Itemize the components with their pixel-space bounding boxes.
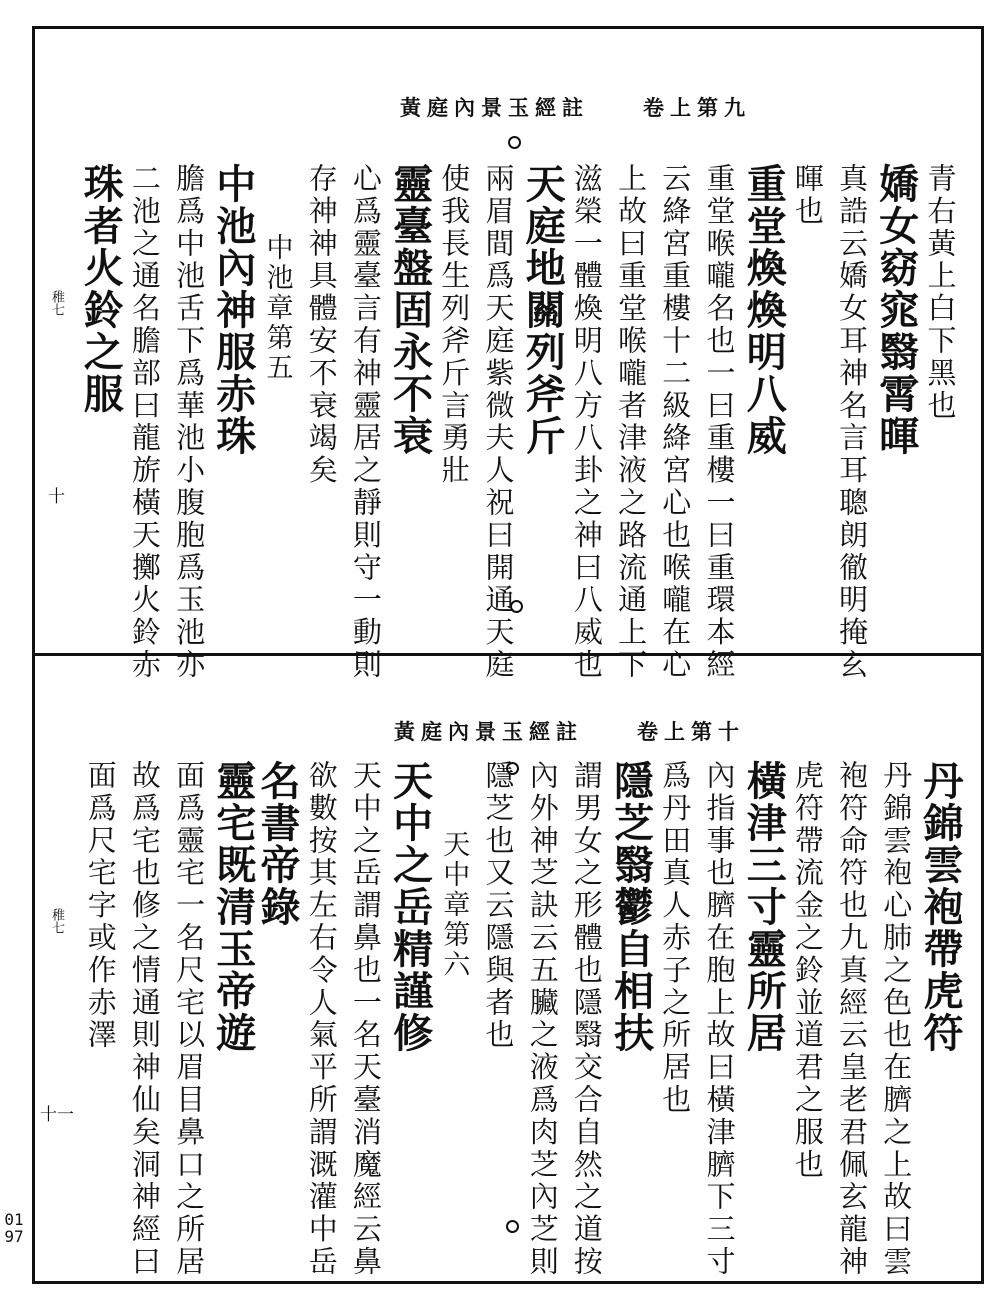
verse-column: 重堂煥煥明八威 — [740, 163, 788, 457]
verse-column: 中池內神服赤珠 — [209, 163, 257, 457]
commentary-column: 爲丹田真人赤子之所居也 — [658, 760, 693, 1117]
commentary-column: 心爲靈臺言有神靈居之靜則守一動則 — [348, 163, 383, 682]
commentary-column: 面爲尺宅字或作赤澤 — [83, 760, 118, 1052]
commentary-column: 故爲宅也修之情通則神仙矣洞神經曰 — [127, 760, 162, 1279]
verse-column: 丹錦雲袍帶虎符 — [917, 760, 964, 1054]
top-page-header: 黃庭內景玉經註 卷上第九 — [400, 95, 751, 120]
top-folio: 十 — [48, 487, 65, 507]
bottom-folio: 十一 — [40, 1105, 74, 1125]
commentary-column: 虎符帶流金之鈴並道君之服也 — [790, 760, 825, 1182]
top-margin-label: 稚七 — [49, 290, 64, 316]
commentary-column: 天中之岳謂鼻也一名天臺消魔經云鼻 — [348, 760, 383, 1279]
commentary-column: 重堂喉嚨名也一曰重樓一曰重環本經 — [702, 163, 737, 682]
commentary-column: 隱芝也又云隱與者也 — [481, 760, 516, 1052]
verse-column: 靈宅既清玉帝遊 — [209, 760, 257, 1054]
commentary-column: 袍符命符也九真經云皇老君佩玄龍神 — [835, 760, 870, 1279]
circle-marker — [506, 1220, 519, 1233]
verse-column: 靈臺盤固永不衰 — [386, 163, 434, 457]
page-number: 0197 — [4, 1210, 24, 1246]
circle-marker — [508, 136, 521, 149]
commentary-column: 膽爲中池舌下爲華池小腹胞爲玉池亦 — [172, 163, 207, 682]
commentary-column: 青右黃上白下黑也 — [923, 163, 958, 423]
commentary-column: 存神神具體安不衰竭矣 — [304, 163, 339, 487]
commentary-column: 欲數按其左右令人氣平所謂溉灌中岳 — [304, 760, 339, 1279]
verse-column: 珠者火鈴之服 — [77, 163, 125, 415]
chapter-title: 中池章第五 — [261, 233, 293, 383]
commentary-column: 使我長生列斧斤言勇壯 — [437, 163, 472, 487]
commentary-column: 丹錦雲袍心肺之色也在臍之上故曰雲 — [879, 760, 914, 1279]
verse-column: 嬌女窈窕翳霄暉 — [872, 163, 920, 457]
commentary-column: 云絳宮重樓十二級絳宮心也喉嚨在心 — [658, 163, 693, 682]
verse-column: 天庭地關列斧斤 — [519, 163, 567, 457]
bottom-margin-label: 稚七 — [49, 908, 64, 934]
commentary-column: 謂男女之形體也隱翳交合自然之道按 — [569, 760, 604, 1279]
verse-column: 天中之岳精謹修 — [386, 760, 434, 1054]
verse-column: 名書帝錄 — [254, 760, 301, 928]
commentary-column: 內指事也臍在胞上故曰橫津臍下三寸 — [702, 760, 737, 1279]
chapter-title: 天中章第六 — [438, 830, 470, 980]
bottom-page-header: 黃庭內景玉經註 卷上第十 — [394, 719, 745, 744]
commentary-column: 面爲靈宅一名尺宅以眉目鼻口之所居 — [172, 760, 207, 1279]
commentary-column: 內外神芝訣云五臟之液爲肉芝內芝則 — [525, 760, 560, 1279]
commentary-column: 真誥云嬌女耳神名言耳聰朗徹明掩玄 — [835, 163, 870, 682]
verse-column: 橫津三寸靈所居 — [740, 760, 788, 1054]
commentary-column: 滋榮一體煥明八方八卦之神曰八威也 — [569, 163, 604, 682]
verse-column: 隱芝翳鬱自相扶 — [607, 760, 655, 1054]
commentary-column: 暉也 — [790, 163, 825, 228]
commentary-column: 兩眉間爲天庭紫微夫人祝曰開通天庭 — [481, 163, 516, 682]
commentary-column: 二池之通名膽部曰龍旂橫天擲火鈴赤 — [127, 163, 162, 682]
commentary-column: 上故曰重堂喉嚨者津液之路流通上下 — [614, 163, 649, 682]
